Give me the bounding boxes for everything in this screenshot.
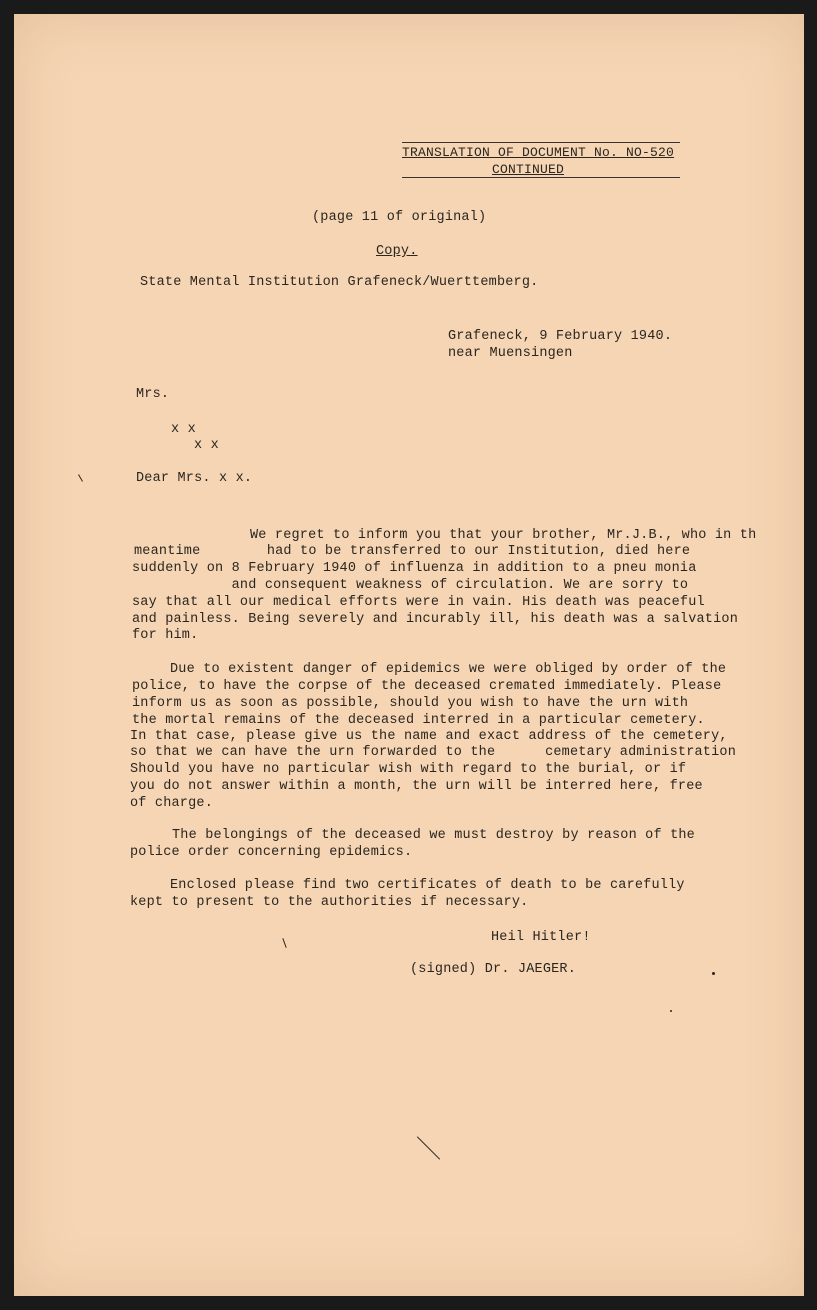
paragraph-line: the mortal remains of the deceased interred in a particular cemetery. [132,713,705,728]
header-subtitle: CONTINUED [492,162,565,177]
place-date-line1: Grafeneck, 9 February 1940. [448,329,673,344]
paragraph-line: police order concerning epidemics. [130,845,413,860]
paragraph-line: meantime had to be transferred to our Institution, died here [134,544,691,559]
place-date-line2: near Muensingen [448,346,573,361]
closing: Heil Hitler! [491,930,591,945]
paragraph-line: so that we can have the urn forwarded to the cemetary administration [130,745,736,760]
stray-stroke [282,938,286,948]
paragraph-line: say that all our medical efforts were in vain. His death was peaceful [132,595,705,610]
paragraph-line: Due to existent danger of epidemics we were obliged by order of the [170,662,727,677]
greeting: Dear Mrs. x x. [136,471,253,486]
paragraph-line: Should you have no particular wish with regard to the burial, or if [130,762,687,777]
paragraph-line: suddenly on 8 February 1940 of influenza in addition to a pneu monia [132,561,697,576]
copy-label: Copy. [376,244,418,259]
addressee-prefix: Mrs. [136,387,170,402]
stray-mark [712,972,715,975]
addressee-name-line1: x x [171,422,196,437]
paragraph-line: We regret to inform you that your brother, Mr.J.B., who in th [250,528,757,543]
paragraph-line: you do not answer within a month, the urn will be interred here, free [130,779,703,794]
paragraph-line: kept to present to the authorities if necessary. [130,895,529,910]
signature: (signed) Dr. JAEGER. [410,962,577,977]
paragraph-line: In that case, please give us the name and exact address of the cemetery, [130,729,728,744]
page-reference: (page 11 of original) [312,210,487,225]
paragraph-line: inform us as soon as possible, should you wish to have the urn with [132,696,689,711]
institution-name: State Mental Institution Grafeneck/Wuerttemberg. [140,275,539,290]
addressee-name-line2: x x [194,438,219,453]
stray-mark [670,1010,672,1012]
stray-stroke [78,474,83,481]
header-bottom-rule [402,177,680,178]
paragraph-line: Enclosed please find two certificates of death to be carefully [170,878,685,893]
header-top-rule [402,142,680,143]
header-title: TRANSLATION OF DOCUMENT No. NO-520 [402,145,675,160]
stray-stroke [417,1136,440,1159]
paragraph-line: The belongings of the deceased we must destroy by reason of the [172,828,695,843]
document-page [14,14,804,1296]
paragraph-line: and painless. Being severely and incurably ill, his death was a salvation [132,612,738,627]
paragraph-line: of charge. [130,796,214,811]
paragraph-line: for him. [132,628,199,643]
paragraph-line: police, to have the corpse of the deceased cremated immediately. Please [132,679,722,694]
paragraph-line: and consequent weakness of circulation. We are sorry to [132,578,689,593]
